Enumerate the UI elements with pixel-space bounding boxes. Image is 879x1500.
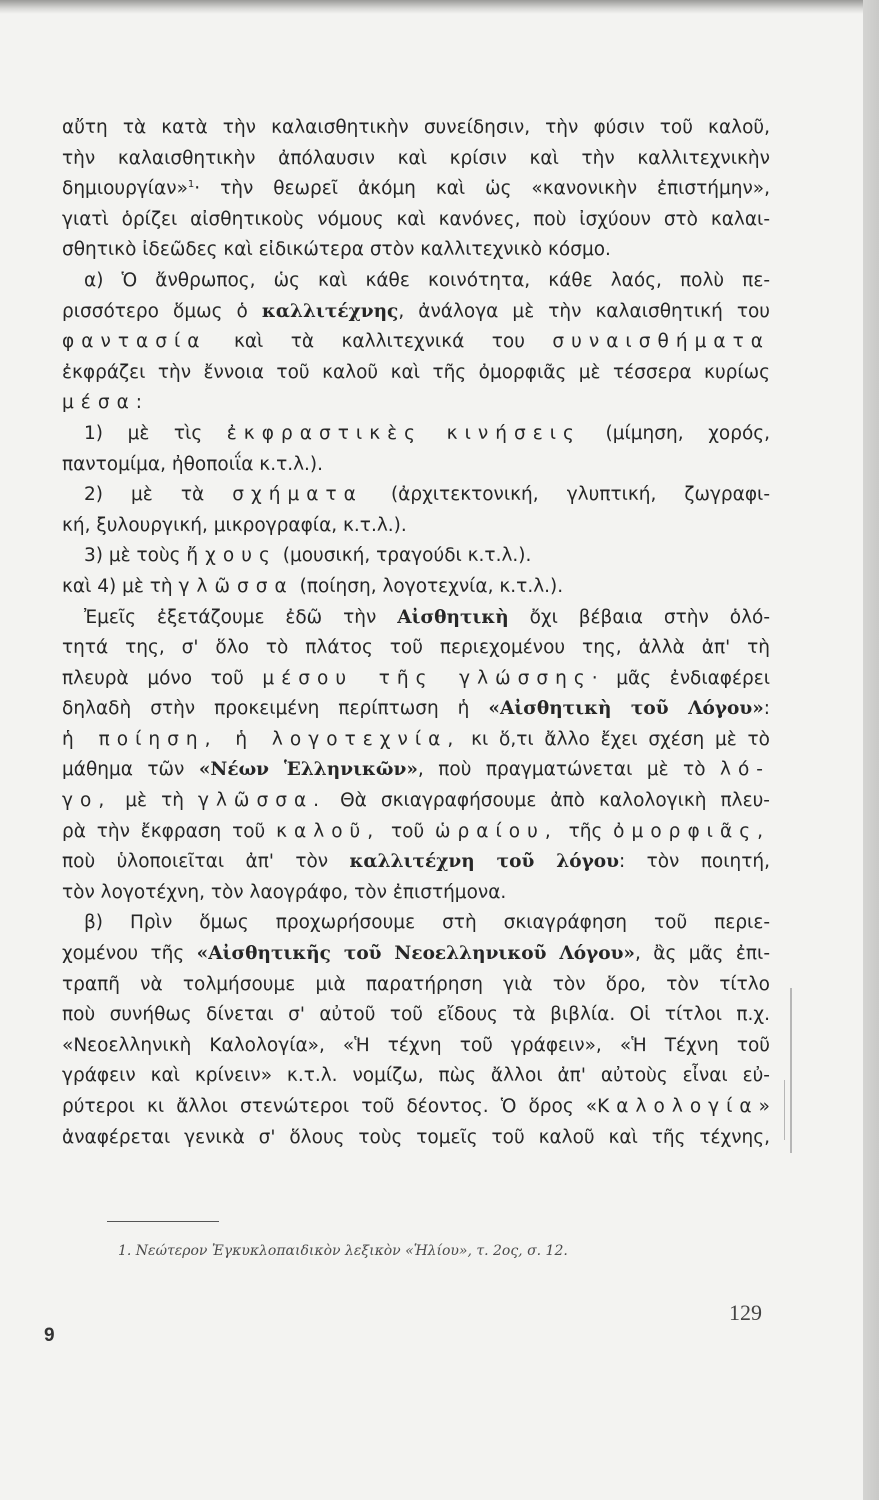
footnote-ref: 1 bbox=[187, 179, 195, 191]
bold-term: «Αἰσθητικὴ τοῦ Λόγου» bbox=[488, 698, 764, 720]
text-run: δηλαδὴ στὴν προκειμένη περίπτωση ἡ bbox=[62, 698, 489, 720]
text-run bbox=[422, 423, 447, 444]
text-run: (ἀρχιτεκτονική, γλυπτική, ζωγραφι- bbox=[362, 484, 770, 506]
text-line bbox=[62, 970, 770, 1001]
text-run: καὶ τὰ καλλιτεχνικά του bbox=[206, 331, 553, 353]
text-line bbox=[62, 480, 770, 511]
text-run: τῆς bbox=[557, 820, 614, 842]
text-run: (μουσική, τραγούδι κ.τ.λ.). bbox=[276, 545, 532, 567]
text-line bbox=[62, 450, 770, 481]
text-run: » bbox=[758, 1096, 770, 1117]
text-line bbox=[62, 633, 770, 664]
spaced-term: μέσου τῆς γλώσσης bbox=[262, 667, 592, 689]
text-run: α) Ὁ ἄνθρωπος, ὡς καὶ κάθε κοινότητα, κάθε λαός, πολὺ πε- bbox=[84, 269, 770, 291]
spaced-term: φαντασία bbox=[62, 331, 207, 353]
text-line bbox=[62, 755, 770, 786]
spaced-term: λό- bbox=[719, 759, 771, 781]
spaced-term: κινήσεις bbox=[446, 422, 581, 444]
text-run: · τὴν θεωρεῖ ἀκόμη καὶ ὡς «κανονικὴν ἐπιστήμην», bbox=[194, 178, 770, 200]
text-run: (ποίηση, λογοτεχνία, κ.τ.λ.). bbox=[293, 575, 564, 597]
text-line bbox=[62, 327, 770, 358]
text-run: , ἂς μᾶς ἐπι- bbox=[635, 943, 770, 965]
spaced-term: ὡραίου, bbox=[435, 820, 558, 842]
bold-term: Αἰσθητικὴ bbox=[397, 606, 509, 628]
text-line bbox=[62, 1000, 770, 1031]
text-run: ρύτεροι κι ἄλλοι στενώτεροι τοῦ δέοντος. Ὁ ὅρος « bbox=[62, 1096, 598, 1117]
text-run: καὶ 4) μὲ τὴ bbox=[62, 575, 179, 597]
scan-top-shadow bbox=[0, 0, 863, 14]
text-run: , ποὺ πραγματώνεται μὲ τὸ bbox=[417, 759, 720, 781]
bold-term: «Αἰσθητικῆς τοῦ Νεοελληνικοῦ Λόγου» bbox=[196, 943, 635, 965]
spaced-term: γλῶσσα bbox=[178, 575, 294, 597]
text-run: παντομίμα, ἠθοποιΐα κ.τ.λ.). bbox=[62, 453, 324, 475]
spaced-term: ἐκφραστικὲς bbox=[226, 422, 423, 444]
text-run: «Νεοελληνικὴ Καλολογία», «Ἡ τέχνη τοῦ γράφειν», «Ἡ Τέχνη τοῦ bbox=[62, 1034, 770, 1056]
body-text bbox=[62, 113, 770, 1153]
spaced-term: ἡ ποίηση, ἡ λογοτεχνία, bbox=[62, 728, 461, 750]
text-line bbox=[62, 297, 770, 328]
text-line bbox=[62, 817, 770, 848]
text-run: ρισσότερο ὅμως ὁ bbox=[62, 300, 262, 322]
text-line bbox=[62, 113, 770, 144]
text-run: , ἀνάλογα μὲ τὴν καλαισθητική του bbox=[398, 300, 771, 322]
spaced-term: καλοῦ, bbox=[276, 820, 381, 842]
text-run: τοῦ bbox=[380, 820, 435, 842]
text-run: μάθημα τῶν bbox=[62, 759, 199, 781]
text-run: τὸν λογοτέχνη, τὸν λαογράφο, τὸν ἐπιστήμονα. bbox=[62, 881, 507, 903]
text-run: 3) μὲ τοὺς bbox=[84, 545, 187, 567]
text-line bbox=[62, 1031, 770, 1062]
text-line bbox=[62, 786, 770, 817]
text-line bbox=[62, 419, 770, 450]
text-run: αὔτη τὰ κατὰ τὴν καλαισθητικὴν συνείδησιν, τὴν φύσιν τοῦ καλοῦ, bbox=[62, 117, 770, 138]
text-line bbox=[62, 205, 770, 236]
text-line bbox=[62, 694, 770, 725]
spaced-term: γο, bbox=[62, 790, 112, 812]
text-line bbox=[62, 572, 770, 603]
text-line bbox=[62, 725, 770, 756]
text-run: : bbox=[763, 698, 770, 720]
text-line bbox=[62, 358, 770, 389]
text-line bbox=[62, 174, 770, 205]
text-run: : τὸν ποιητή, bbox=[618, 851, 770, 873]
spaced-term: συναισθήματα bbox=[552, 331, 770, 353]
spaced-term: σχήματα bbox=[232, 484, 363, 506]
spaced-term: Καλολογία bbox=[597, 1096, 759, 1117]
text-run: ἀναφέρεται γενικὰ σ' ὅλους τοὺς τομεῖς τοῦ καλοῦ καὶ τῆς τέχνης, bbox=[62, 1126, 770, 1148]
text-run: 1) μὲ τὶς bbox=[84, 422, 227, 444]
footnote-rule bbox=[107, 1221, 219, 1222]
text-line bbox=[62, 664, 770, 695]
text-run: ὄχι βέβαια στὴν ὁλό- bbox=[508, 606, 771, 628]
text-run: 2) μὲ τὰ bbox=[84, 484, 233, 506]
text-line bbox=[62, 541, 770, 572]
text-line bbox=[62, 878, 770, 909]
text-line bbox=[62, 1123, 770, 1154]
text-run: κι ὅ,τι ἄλλο ἔχει σχέση μὲ τὸ bbox=[460, 728, 770, 750]
margin-pencil-mark bbox=[784, 1080, 785, 1140]
text-run: ποὺ συνήθως δίνεται σ' αὐτοῦ τοῦ εἴδους τὰ βιβλία. Οἱ τίτλοι π.χ. bbox=[62, 1004, 770, 1026]
bold-term: καλλιτέχνη τοῦ λόγου bbox=[349, 851, 619, 873]
text-run: μὲ τὴ bbox=[111, 790, 198, 812]
text-line bbox=[62, 266, 770, 297]
text-run: Ἐμεῖς ἐξετάζουμε ἐδῶ τὴν bbox=[84, 606, 398, 628]
text-run: σθητικὸ ἰδεῶδες καὶ εἰδικώτερα στὸν καλλιτεχνικὸ κόσμο. bbox=[62, 239, 611, 261]
text-line bbox=[62, 847, 770, 878]
spaced-term: μέσα: bbox=[62, 392, 150, 414]
text-line bbox=[62, 1092, 770, 1123]
text-run: ποὺ ὑλοποιεῖται ἀπ' τὸν bbox=[62, 851, 350, 873]
spaced-term: ἤχους bbox=[186, 545, 277, 567]
margin-pencil-mark bbox=[790, 988, 792, 1153]
text-line bbox=[62, 511, 770, 542]
text-run: πλευρὰ μόνο τοῦ bbox=[62, 667, 263, 689]
signature-mark: 9 bbox=[44, 1325, 55, 1346]
text-line bbox=[62, 388, 770, 419]
text-run: δημιουργίαν» bbox=[62, 178, 188, 200]
text-run: · μᾶς ἐνδιαφέρει bbox=[591, 667, 771, 689]
bold-term: «Νέων Ἑλληνικῶν» bbox=[198, 759, 418, 781]
footnote: 1. Νεώτερον Ἐγκυκλοπαιδικὸν λεξικὸν «Ἡλίου», τ. 2ος, σ. 12. bbox=[118, 1243, 568, 1259]
text-line bbox=[62, 1061, 770, 1092]
text-run: ἐκφράζει τὴν ἔννοια τοῦ καλοῦ καὶ τῆς ὀμορφιᾶς μὲ τέσσερα κυρίως bbox=[62, 361, 770, 383]
text-run: τραπῆ νὰ τολμήσουμε μιὰ παρατήρηση γιὰ τὸν ὅρο, τὸν τίτλο bbox=[62, 973, 770, 995]
text-run: γράφειν καὶ κρίνειν» κ.τ.λ. νομίζω, πὼς ἄλλοι ἀπ' αὐτοὺς εἶναι εὐ- bbox=[62, 1065, 770, 1087]
text-run: (μίμηση, χορός, bbox=[580, 422, 771, 444]
text-run: κή, ξυλουργική, μικρογραφία, κ.τ.λ.). bbox=[62, 514, 407, 536]
page-number: 129 bbox=[729, 1300, 762, 1325]
page-edge bbox=[863, 0, 879, 1500]
text-line bbox=[62, 235, 770, 266]
bold-term: καλλιτέχνης bbox=[261, 300, 399, 322]
text-line bbox=[62, 939, 770, 970]
spaced-term: ὀμορφιᾶς, bbox=[613, 820, 770, 842]
text-line bbox=[62, 603, 770, 634]
spaced-term: γλῶσσα. bbox=[197, 790, 327, 812]
text-run: τητά της, σ' ὅλο τὸ πλάτος τοῦ περιεχομένου της, ἀλλὰ ἀπ' τὴ bbox=[62, 637, 770, 659]
text-run: ρὰ τὴν ἔκφραση τοῦ bbox=[62, 820, 277, 842]
text-line bbox=[62, 144, 770, 175]
text-line bbox=[62, 908, 770, 939]
text-run: γιατὶ ὁρίζει αἰσθητικοὺς νόμους καὶ κανόνες, ποὺ ἰσχύουν στὸ καλαι- bbox=[62, 208, 770, 230]
text-run: β) Πρὶν ὅμως προχωρήσουμε στὴ σκιαγράφηση τοῦ περιε- bbox=[84, 912, 770, 934]
text-run: τὴν καλαισθητικὴν ἀπόλαυσιν καὶ κρίσιν καὶ τὴν καλλιτεχνικὴν bbox=[62, 147, 770, 169]
text-run: χομένου τῆς bbox=[62, 943, 197, 965]
text-run: Θὰ σκιαγραφήσουμε ἀπὸ καλολογικὴ πλευ- bbox=[326, 790, 770, 812]
